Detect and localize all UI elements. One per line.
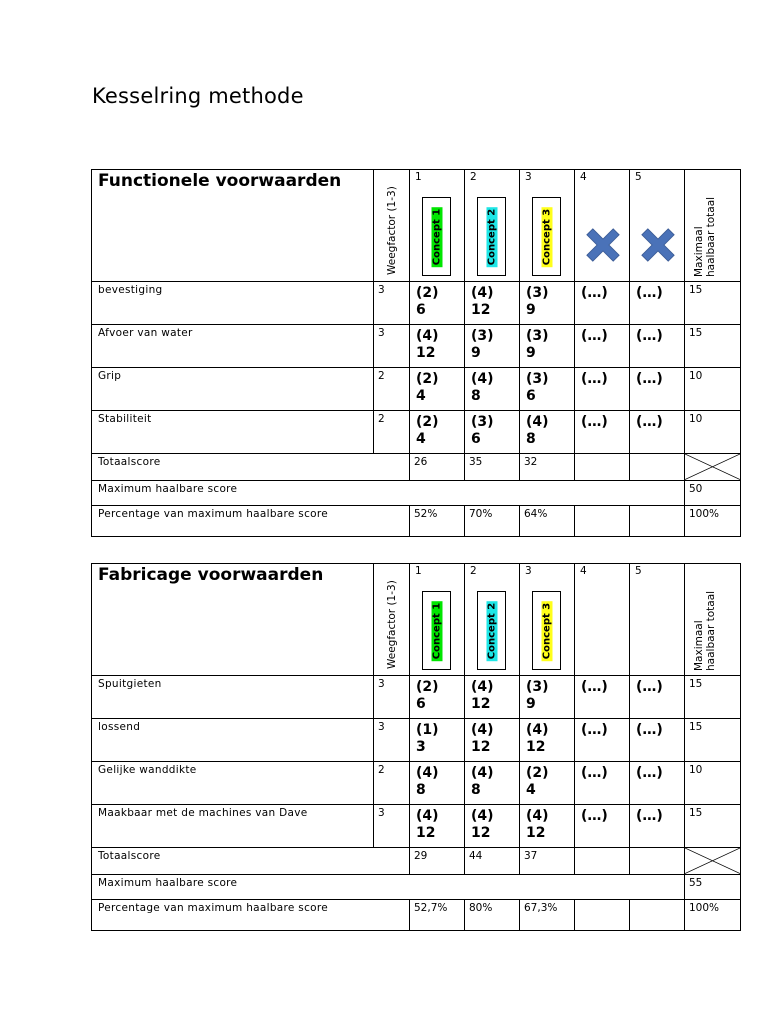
total-score-cell xyxy=(520,848,575,875)
max-total-header-cell xyxy=(685,564,741,676)
placeholder-score-cell xyxy=(630,282,685,325)
weight-cell xyxy=(374,368,410,411)
max-total-header-line1: Maximaal xyxy=(693,226,705,277)
criterion-label: lossend xyxy=(98,721,141,733)
total-row xyxy=(92,454,741,481)
total-score-cell xyxy=(520,454,575,481)
score-cell xyxy=(520,282,575,325)
weight-cell xyxy=(374,805,410,848)
total-score: 26 xyxy=(414,456,428,468)
column-number: 4 xyxy=(580,171,587,183)
percentage-max-cell xyxy=(685,505,741,536)
score-cell xyxy=(465,762,520,805)
empty-cell xyxy=(575,848,630,875)
empty-cell xyxy=(630,505,685,536)
score-cell xyxy=(410,282,465,325)
concept-label-box xyxy=(422,197,451,276)
score-cell xyxy=(465,411,520,454)
total-score-cell xyxy=(410,454,465,481)
total-label-cell xyxy=(92,848,410,875)
weight-header: Weegfactor (1-3) xyxy=(385,186,398,275)
max-score-cell xyxy=(685,805,741,848)
crossed-out-icon xyxy=(685,454,740,480)
concept-label-box xyxy=(477,591,506,670)
placeholder-score-cell xyxy=(575,805,630,848)
max-score-cell xyxy=(685,368,741,411)
functional-requirements-table xyxy=(91,169,741,537)
column-number: 1 xyxy=(415,565,422,577)
criterion-cell xyxy=(92,325,374,368)
concept-label: Concept 2 xyxy=(486,602,497,659)
raw-score: (2) xyxy=(416,679,439,695)
percentage-max: 100% xyxy=(689,507,720,520)
criterion-cell xyxy=(92,719,374,762)
placeholder-score: (…) xyxy=(636,285,663,301)
percentage-row xyxy=(92,899,741,930)
empty-cell xyxy=(630,848,685,875)
concept-label: Concept 2 xyxy=(486,208,497,265)
total-score-cell xyxy=(465,848,520,875)
percentage-value: 52% xyxy=(414,507,438,520)
max-score-cell xyxy=(685,676,741,719)
page-title: Kesselring methode xyxy=(92,84,304,108)
placeholder-score-cell xyxy=(630,368,685,411)
score-cell xyxy=(465,805,520,848)
total-score-cell xyxy=(465,454,520,481)
percentage-label-cell xyxy=(92,505,410,536)
max-score: 15 xyxy=(689,327,703,339)
raw-score: (4) xyxy=(471,285,494,301)
max-score-cell xyxy=(685,411,741,454)
column-number: 5 xyxy=(635,565,642,577)
concept-label: Concept 1 xyxy=(431,208,442,265)
percentage-value: 67,3% xyxy=(524,901,558,914)
weighted-score: 12 xyxy=(471,825,491,841)
table-row xyxy=(92,282,741,325)
placeholder-score: (…) xyxy=(581,371,608,387)
score-cell xyxy=(520,805,575,848)
weighted-score: 6 xyxy=(416,696,426,712)
percentage-cell xyxy=(520,899,575,930)
total-score: 35 xyxy=(469,456,483,468)
max-score-cell xyxy=(685,325,741,368)
max-total-header-line1: Maximaal xyxy=(693,620,705,671)
weighted-score: 12 xyxy=(471,696,491,712)
concept-label: Concept 3 xyxy=(541,602,552,659)
maximum-score-row xyxy=(92,874,741,899)
score-cell xyxy=(520,762,575,805)
max-score: 10 xyxy=(689,413,703,425)
score-cell xyxy=(465,282,520,325)
percentage-label: Percentage van maximum haalbare score xyxy=(98,507,329,520)
weighted-score: 4 xyxy=(526,782,536,798)
max-total-header-line2: haalbaar totaal xyxy=(705,196,717,277)
table-row xyxy=(92,762,741,805)
raw-score: (4) xyxy=(416,765,439,781)
weight-cell xyxy=(374,282,410,325)
weight-cell xyxy=(374,325,410,368)
placeholder-score-cell xyxy=(630,762,685,805)
placeholder-score: (…) xyxy=(636,679,663,695)
concept-column-header xyxy=(520,564,575,676)
total-score: 37 xyxy=(524,850,538,862)
weight-cell xyxy=(374,676,410,719)
percentage-row xyxy=(92,505,741,536)
raw-score: (2) xyxy=(416,285,439,301)
empty-cell xyxy=(630,899,685,930)
column-number: 4 xyxy=(580,565,587,577)
weighted-score: 9 xyxy=(526,696,536,712)
max-score: 15 xyxy=(689,807,703,819)
concept-label-box xyxy=(422,591,451,670)
weighted-score: 6 xyxy=(416,302,426,318)
concept-column-header xyxy=(575,170,630,282)
raw-score: (3) xyxy=(526,679,549,695)
weight-value: 2 xyxy=(378,764,385,776)
placeholder-score: (…) xyxy=(581,285,608,301)
criterion-label: Gelijke wanddikte xyxy=(98,764,197,776)
placeholder-score-cell xyxy=(575,762,630,805)
table-heading-cell xyxy=(92,170,374,282)
criterion-label: Maakbaar met de machines van Dave xyxy=(98,807,308,819)
placeholder-score: (…) xyxy=(581,328,608,344)
placeholder-score: (…) xyxy=(581,679,608,695)
weighted-score: 6 xyxy=(526,388,536,404)
crossed-out-icon xyxy=(685,848,740,874)
empty-cell xyxy=(630,454,685,481)
raw-score: (4) xyxy=(526,414,549,430)
weighted-score: 12 xyxy=(416,345,436,361)
placeholder-score-cell xyxy=(630,719,685,762)
score-cell xyxy=(465,719,520,762)
x-cross-icon xyxy=(586,228,620,262)
placeholder-score-cell xyxy=(575,325,630,368)
weight-value: 3 xyxy=(378,807,385,819)
max-score: 15 xyxy=(689,284,703,296)
concept-label-box xyxy=(532,591,561,670)
score-cell xyxy=(465,676,520,719)
placeholder-score-cell xyxy=(575,719,630,762)
raw-score: (2) xyxy=(416,371,439,387)
score-cell xyxy=(410,676,465,719)
weighted-score: 4 xyxy=(416,431,426,447)
weight-value: 3 xyxy=(378,721,385,733)
placeholder-score: (…) xyxy=(636,328,663,344)
score-cell xyxy=(410,368,465,411)
score-cell xyxy=(520,325,575,368)
maximum-label-cell xyxy=(92,480,685,505)
weight-value: 3 xyxy=(378,284,385,296)
crossed-out-cell xyxy=(685,848,741,875)
weighted-score: 8 xyxy=(416,782,426,798)
maximum-score-row xyxy=(92,480,741,505)
max-score: 15 xyxy=(689,678,703,690)
criterion-cell xyxy=(92,805,374,848)
raw-score: (4) xyxy=(471,679,494,695)
maximum-label: Maximum haalbare score xyxy=(98,876,238,889)
total-label: Totaalscore xyxy=(98,456,161,468)
score-cell xyxy=(410,411,465,454)
manufacturing-requirements-table xyxy=(91,563,741,931)
placeholder-score: (…) xyxy=(636,808,663,824)
raw-score: (4) xyxy=(471,765,494,781)
weighted-score: 12 xyxy=(416,825,436,841)
concept-column-header xyxy=(410,564,465,676)
max-total-header xyxy=(693,197,717,277)
concept-label: Concept 1 xyxy=(431,602,442,659)
max-score: 10 xyxy=(689,764,703,776)
raw-score: (3) xyxy=(526,328,549,344)
criterion-cell xyxy=(92,282,374,325)
score-cell xyxy=(410,325,465,368)
max-score-cell xyxy=(685,719,741,762)
maximum-value-cell xyxy=(685,480,741,505)
raw-score: (4) xyxy=(471,722,494,738)
max-total-header-cell xyxy=(685,170,741,282)
percentage-max-cell xyxy=(685,899,741,930)
percentage-label-cell xyxy=(92,899,410,930)
placeholder-score: (…) xyxy=(581,765,608,781)
placeholder-score: (…) xyxy=(636,414,663,430)
weighted-score: 9 xyxy=(526,302,536,318)
maximum-value: 50 xyxy=(689,482,703,495)
weighted-score: 9 xyxy=(471,345,481,361)
raw-score: (4) xyxy=(526,722,549,738)
score-cell xyxy=(520,719,575,762)
percentage-max: 100% xyxy=(689,901,720,914)
weight-value: 3 xyxy=(378,327,385,339)
total-label-cell xyxy=(92,454,410,481)
max-total-header xyxy=(693,591,717,671)
placeholder-score-cell xyxy=(630,805,685,848)
percentage-value: 52,7% xyxy=(414,901,448,914)
score-cell xyxy=(520,676,575,719)
score-cell xyxy=(410,805,465,848)
concept-column-header xyxy=(630,170,685,282)
weight-cell xyxy=(374,762,410,805)
criterion-label: Stabiliteit xyxy=(98,413,152,425)
total-row xyxy=(92,848,741,875)
criterion-label: Spuitgieten xyxy=(98,678,162,690)
weight-cell xyxy=(374,719,410,762)
concept-column-header xyxy=(465,170,520,282)
table-row xyxy=(92,411,741,454)
placeholder-score: (…) xyxy=(636,371,663,387)
criterion-label: bevestiging xyxy=(98,284,163,296)
table-heading-cell xyxy=(92,564,374,676)
placeholder-score: (…) xyxy=(636,722,663,738)
column-number: 3 xyxy=(525,565,532,577)
raw-score: (3) xyxy=(471,414,494,430)
criterion-label: Afvoer van water xyxy=(98,327,193,339)
percentage-value: 80% xyxy=(469,901,493,914)
weighted-score: 8 xyxy=(526,431,536,447)
weight-value: 2 xyxy=(378,413,385,425)
raw-score: (4) xyxy=(471,371,494,387)
placeholder-score-cell xyxy=(630,676,685,719)
placeholder-score: (…) xyxy=(581,722,608,738)
percentage-label: Percentage van maximum haalbare score xyxy=(98,901,329,914)
table-row xyxy=(92,368,741,411)
raw-score: (4) xyxy=(526,808,549,824)
max-total-header-line2: haalbaar totaal xyxy=(705,590,717,671)
table-heading: Functionele voorwaarden xyxy=(98,171,342,191)
total-score: 32 xyxy=(524,456,538,468)
score-cell xyxy=(410,719,465,762)
criterion-cell xyxy=(92,368,374,411)
empty-cell xyxy=(575,454,630,481)
weighted-score: 12 xyxy=(526,739,546,755)
weighted-score: 12 xyxy=(526,825,546,841)
weighted-score: 6 xyxy=(471,431,481,447)
total-score: 29 xyxy=(414,850,428,862)
concept-label-box xyxy=(532,197,561,276)
percentage-cell xyxy=(410,899,465,930)
max-score-cell xyxy=(685,282,741,325)
weighted-score: 12 xyxy=(471,302,491,318)
column-number: 2 xyxy=(470,171,477,183)
percentage-cell xyxy=(520,505,575,536)
max-score: 15 xyxy=(689,721,703,733)
placeholder-score: (…) xyxy=(636,765,663,781)
table-heading: Fabricage voorwaarden xyxy=(98,565,324,585)
weight-header-cell xyxy=(374,170,410,282)
table-row xyxy=(92,719,741,762)
concept-column-header xyxy=(410,170,465,282)
x-cross-icon xyxy=(641,228,675,262)
raw-score: (3) xyxy=(471,328,494,344)
concept-column-header xyxy=(520,170,575,282)
raw-score: (3) xyxy=(526,285,549,301)
maximum-label-cell xyxy=(92,874,685,899)
score-cell xyxy=(520,368,575,411)
column-number: 5 xyxy=(635,171,642,183)
maximum-value-cell xyxy=(685,874,741,899)
percentage-value: 64% xyxy=(524,507,548,520)
crossed-out-cell xyxy=(685,454,741,481)
raw-score: (4) xyxy=(471,808,494,824)
total-score-cell xyxy=(410,848,465,875)
weight-value: 3 xyxy=(378,678,385,690)
weighted-score: 8 xyxy=(471,782,481,798)
weight-cell xyxy=(374,411,410,454)
raw-score: (4) xyxy=(416,808,439,824)
criterion-label: Grip xyxy=(98,370,122,382)
weighted-score: 4 xyxy=(416,388,426,404)
table-row xyxy=(92,325,741,368)
criterion-cell xyxy=(92,762,374,805)
placeholder-score: (…) xyxy=(581,414,608,430)
column-number: 1 xyxy=(415,171,422,183)
total-score: 44 xyxy=(469,850,483,862)
raw-score: (2) xyxy=(526,765,549,781)
concept-label: Concept 3 xyxy=(541,208,552,265)
table-row xyxy=(92,805,741,848)
column-number: 2 xyxy=(470,565,477,577)
score-cell xyxy=(520,411,575,454)
weighted-score: 3 xyxy=(416,739,426,755)
concept-label-box xyxy=(477,197,506,276)
placeholder-score-cell xyxy=(630,411,685,454)
column-number: 3 xyxy=(525,171,532,183)
maximum-value: 55 xyxy=(689,876,703,889)
weighted-score: 9 xyxy=(526,345,536,361)
max-score: 10 xyxy=(689,370,703,382)
weight-value: 2 xyxy=(378,370,385,382)
score-cell xyxy=(410,762,465,805)
percentage-cell xyxy=(410,505,465,536)
raw-score: (2) xyxy=(416,414,439,430)
placeholder-score-cell xyxy=(575,368,630,411)
weight-header: Weegfactor (1-3) xyxy=(385,580,398,669)
score-cell xyxy=(465,368,520,411)
criterion-cell xyxy=(92,411,374,454)
weight-header-cell xyxy=(374,564,410,676)
percentage-cell xyxy=(465,505,520,536)
placeholder-score-cell xyxy=(575,676,630,719)
percentage-value: 70% xyxy=(469,507,493,520)
placeholder-score-cell xyxy=(575,282,630,325)
weighted-score: 12 xyxy=(471,739,491,755)
weighted-score: 8 xyxy=(471,388,481,404)
percentage-cell xyxy=(465,899,520,930)
concept-column-header xyxy=(465,564,520,676)
empty-cell xyxy=(575,505,630,536)
max-score-cell xyxy=(685,762,741,805)
score-cell xyxy=(465,325,520,368)
placeholder-score-cell xyxy=(575,411,630,454)
concept-column-header xyxy=(575,564,630,676)
table-row xyxy=(92,676,741,719)
placeholder-score-cell xyxy=(630,325,685,368)
placeholder-score: (…) xyxy=(581,808,608,824)
concept-column-header xyxy=(630,564,685,676)
empty-cell xyxy=(575,899,630,930)
total-label: Totaalscore xyxy=(98,850,161,862)
criterion-cell xyxy=(92,676,374,719)
raw-score: (4) xyxy=(416,328,439,344)
raw-score: (1) xyxy=(416,722,439,738)
raw-score: (3) xyxy=(526,371,549,387)
maximum-label: Maximum haalbare score xyxy=(98,482,238,495)
